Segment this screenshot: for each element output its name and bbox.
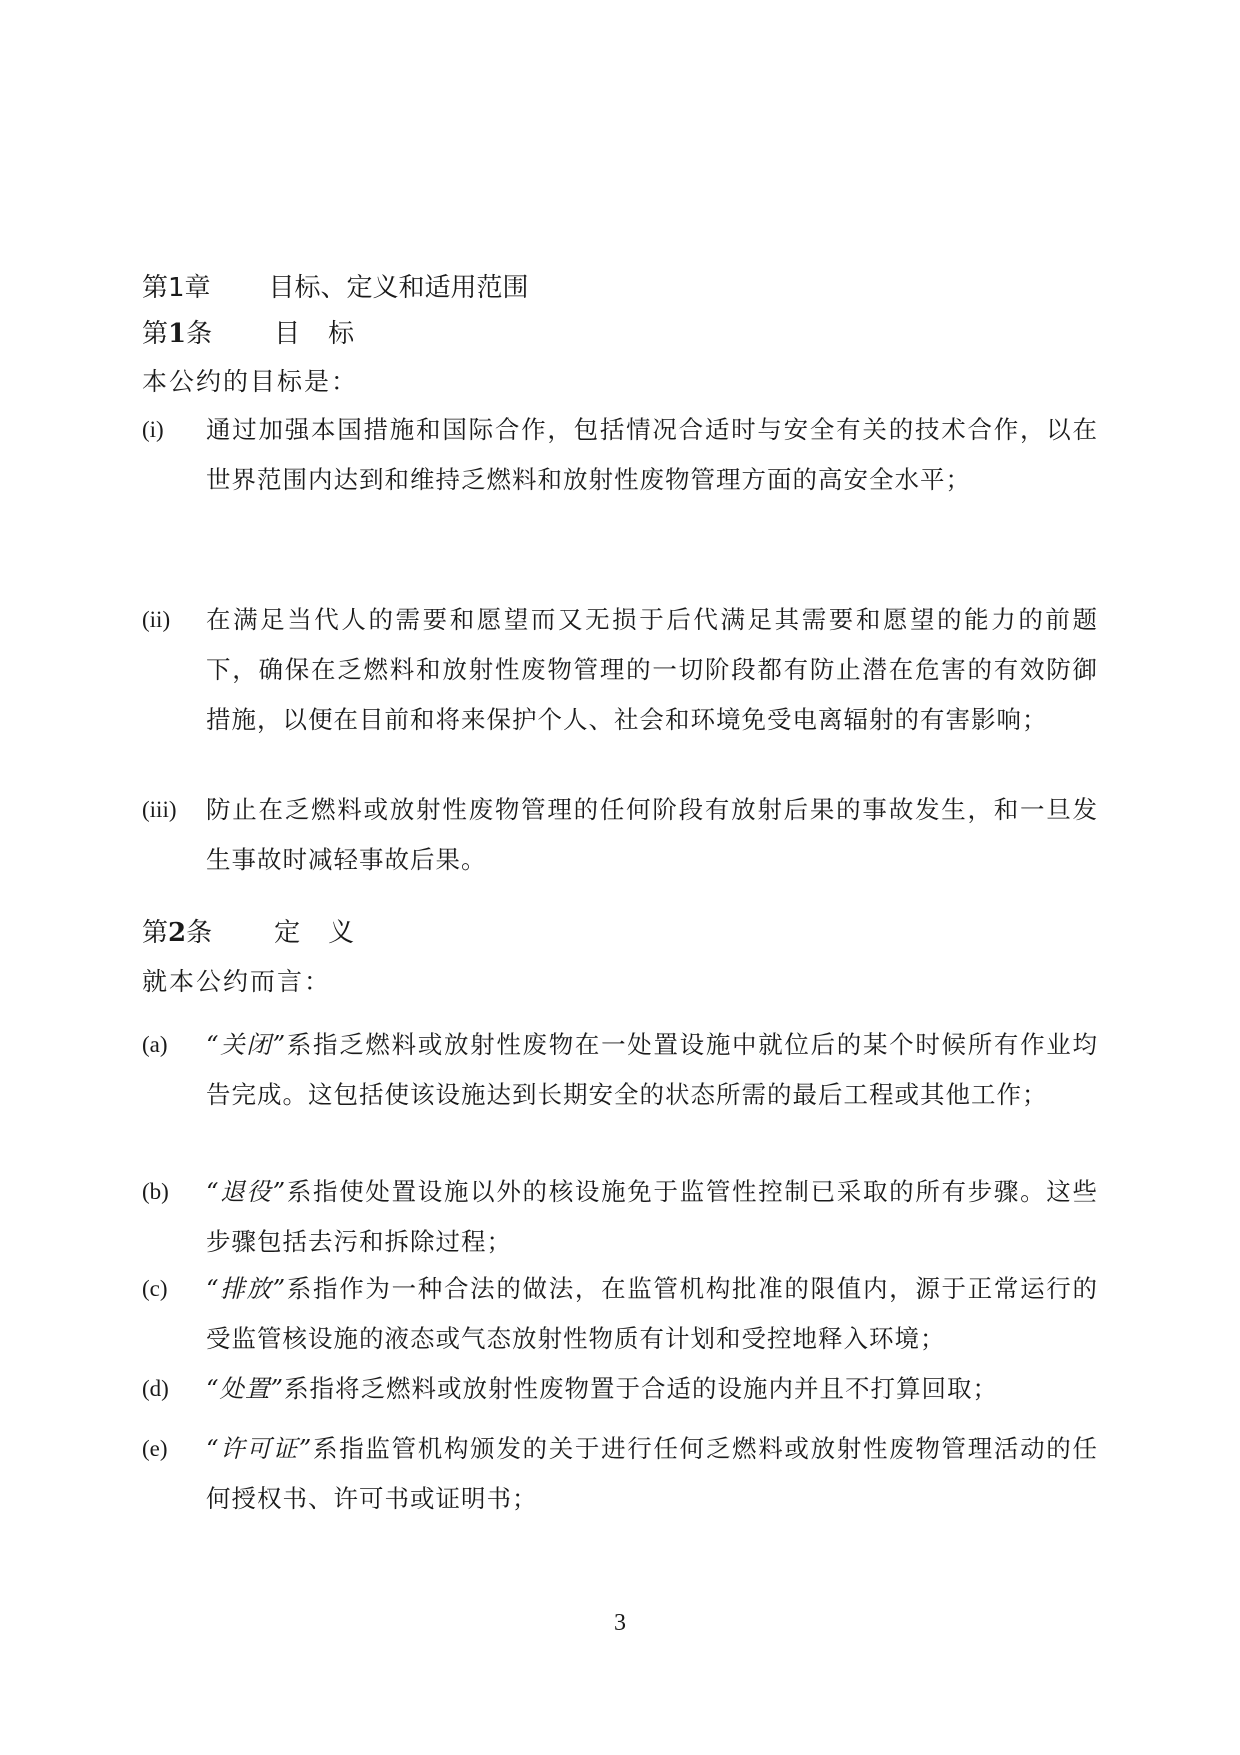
chapter-heading bbox=[142, 268, 529, 308]
article-2-title: 定义 bbox=[274, 918, 383, 948]
item-text: 通过加强本国措施和国际合作，包括情况合适时与安全有关的技术合作，以在世界范围内达到和维持乏燃料和放射性废物管理方面的高安全水平； bbox=[206, 415, 1098, 494]
defined-term: “许可证” bbox=[206, 1434, 313, 1463]
defined-term: “排放” bbox=[206, 1274, 287, 1303]
item-label: (b) bbox=[142, 1179, 169, 1204]
definition-text: 系指作为一种合法的做法，在监管机构批准的限值内，源于正常运行的受监管核设施的液态或气态放射性物质有计划和受控地释入环境； bbox=[206, 1274, 1098, 1353]
item-label: (i) bbox=[142, 417, 164, 442]
item-label: (a) bbox=[142, 1032, 168, 1057]
page-number: 3 bbox=[614, 1610, 626, 1636]
definition-text: 系指乏燃料或放射性废物在一处置设施中就位后的某个时候所有作业均告完成。这包括使该设施达到长期安全的状态所需的最后工程或其他工作； bbox=[206, 1030, 1098, 1109]
definition-text: 系指监管机构颁发的关于进行任何乏燃料或放射性废物管理活动的任何授权书、许可书或证明书； bbox=[206, 1434, 1098, 1513]
article-1-suffix: 条 bbox=[186, 319, 213, 349]
defined-term: “退役” bbox=[206, 1177, 287, 1206]
article-2-heading bbox=[142, 913, 382, 953]
article-1-title: 目标 bbox=[274, 319, 383, 349]
definition-text: 系指使处置设施以外的核设施免于监管性控制已采取的所有步骤。这些步骤包括去污和拆除过程； bbox=[206, 1177, 1098, 1256]
article-2-prefix: 第 bbox=[142, 918, 169, 948]
defined-term: “处置” bbox=[206, 1374, 285, 1403]
item-text bbox=[206, 1364, 1098, 1414]
item-text bbox=[206, 1424, 1098, 1524]
item-text bbox=[206, 1020, 1098, 1120]
article-1-heading bbox=[142, 314, 382, 354]
item-text: 在满足当代人的需要和愿望而又无损于后代满足其需要和愿望的能力的前题下，确保在乏燃料和放射性废物管理的一切阶段都有防止潜在危害的有效防御措施，以便在目前和将来保护个人、社会和环境免受电离辐射的有害影响； bbox=[206, 605, 1098, 734]
article-1-intro: 本公约的目标是： bbox=[142, 367, 359, 396]
item-label: (iii) bbox=[142, 797, 177, 822]
article-2-intro: 就本公约而言： bbox=[142, 967, 332, 996]
definition-text: 系指将乏燃料或放射性废物置于合适的设施内并且不打算回取； bbox=[284, 1374, 999, 1403]
item-text: 防止在乏燃料或放射性废物管理的任何阶段有放射后果的事故发生，和一旦发生事故时减轻事故后果。 bbox=[206, 795, 1098, 874]
article-1-number: 1 bbox=[168, 319, 187, 349]
item-label: (c) bbox=[142, 1276, 168, 1301]
article-1-prefix: 第 bbox=[142, 319, 169, 349]
item-text bbox=[206, 1264, 1098, 1364]
article-2-number: 2 bbox=[168, 918, 187, 948]
item-label: (e) bbox=[142, 1436, 168, 1461]
article-2-suffix: 条 bbox=[186, 918, 213, 948]
chapter-number: 第1章 bbox=[142, 273, 211, 303]
defined-term: “关闭” bbox=[206, 1030, 287, 1059]
item-text bbox=[206, 1167, 1098, 1267]
chapter-title: 目标、定义和适用范围 bbox=[268, 273, 529, 303]
item-label: (ii) bbox=[142, 607, 171, 632]
item-label: (d) bbox=[142, 1376, 169, 1401]
